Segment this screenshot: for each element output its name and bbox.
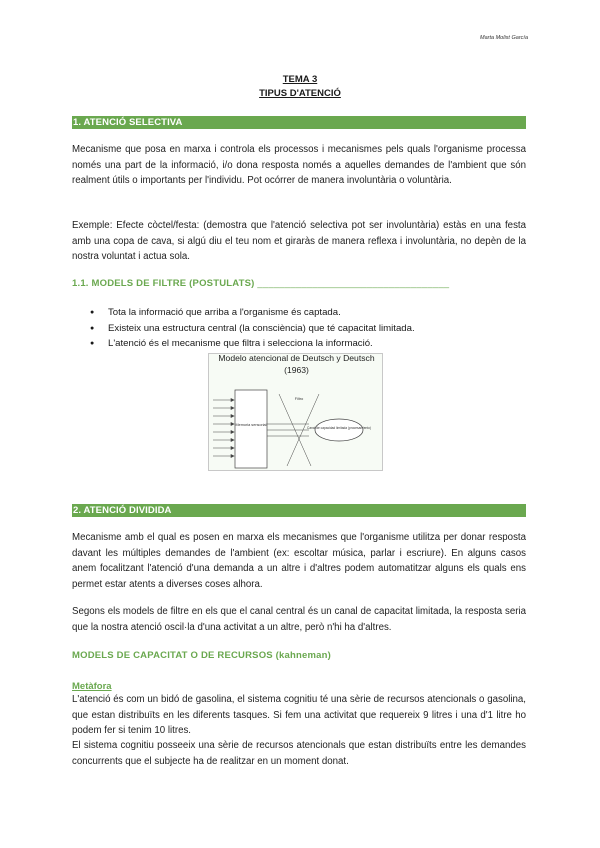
filter-models-subheading: [72, 278, 449, 289]
divided-definition-paragraph: Mecanisme amb el qual es posen en marxa els mecanismes que l'organisme utilitza per donar resposta davant les múltiples demandes de l'ambient (ex: escoltar música, parlar i escriure). En alguns casos anem focalitzant l'atenció d'una demanda a un altre i d'altres podem automatitzar alguns els quals ens permet estar atents a diverses coses alhora.: [72, 532, 526, 590]
document-title: [0, 73, 600, 101]
title-line-2: TIPUS D'ATENCIÓ: [259, 88, 341, 99]
selective-definition-paragraph: Mecanisme que posa en marxa i controla els processos i mecanismes pels quals l'organisme processa només una part de la informació, i/o dona resposta només a aquelles demandes de l'ambient que són realment útils o importants per l'individu. Pot ocórrer de manera involuntària o voluntària.: [72, 144, 526, 186]
postulates-list: [90, 305, 415, 352]
list-item: ● Existeix una estructura central (la consciència) que té capacitat limitada.: [90, 321, 415, 337]
metaphor-paragraph: L'atenció és com un bidó de gasolina, el sistema cognitiu té una sèrie de recursos atencionals o gasolina, que estan distribuïts en les diferents tasques. Si fem una activitat que requereix 9 litres i una d'1 litre ho podem fer si tenim 10 litres.: [72, 694, 526, 736]
list-item: ● Tota la informació que arriba a l'organisme és captada.: [90, 305, 415, 321]
sensory-memory-label: Memoria sensorial: [235, 423, 267, 427]
filter-models-paragraph: Segons els models de filtre en els que el canal central és un canal de capacitat limitada, la resposta seria que la nostra atenció oscil·la d'una activitat a un altre, però n'hi ha d'altres.: [72, 606, 526, 633]
limited-channel-label: Canal de capacidad limitada (procesamiento): [307, 426, 371, 430]
author-name: Marta Molist García: [480, 35, 528, 41]
section-heading-selective: 1. ATENCIÓ SELECTIVA: [72, 116, 526, 129]
cocktail-effect-paragraph: Exemple: Efecte còctel/festa: (demostra que l'atenció selectiva pot ser involuntària) estàs en una festa amb una copa de cava, si algú diu el teu nom et giraràs de manera reflexa i involuntària, no depèn de la nostra voluntat i actua sola.: [72, 220, 526, 262]
figure-title: Modelo atencional de Deutsch y Deutsch (1963): [218, 353, 375, 375]
capacity-models-subheading: MODELS DE CAPACITAT O DE RECURSOS (kahneman): [72, 650, 331, 661]
title-line-1: TEMA 3: [282, 74, 318, 85]
deutsch-model-figure: [208, 353, 383, 471]
cognitive-system-paragraph: El sistema cognitiu posseeix una sèrie de recursos atencionals que estan distribuïts entre les demandes concurrents que el subjecte ha de realitzar en un moment donat.: [72, 740, 526, 767]
metaphor-heading: Metàfora: [72, 681, 112, 692]
subheading-rule: ___________________________________: [257, 278, 450, 289]
section-heading-divided: 2. ATENCIÓ DIVIDIDA: [72, 504, 526, 517]
list-item: ● L'atenció és el mecanisme que filtra i selecciona la informació.: [90, 336, 415, 352]
filter-models-subheading-text: 1.1. MODELS DE FILTRE (POSTULATS): [72, 278, 255, 289]
filter-label: Filtro: [294, 397, 304, 401]
